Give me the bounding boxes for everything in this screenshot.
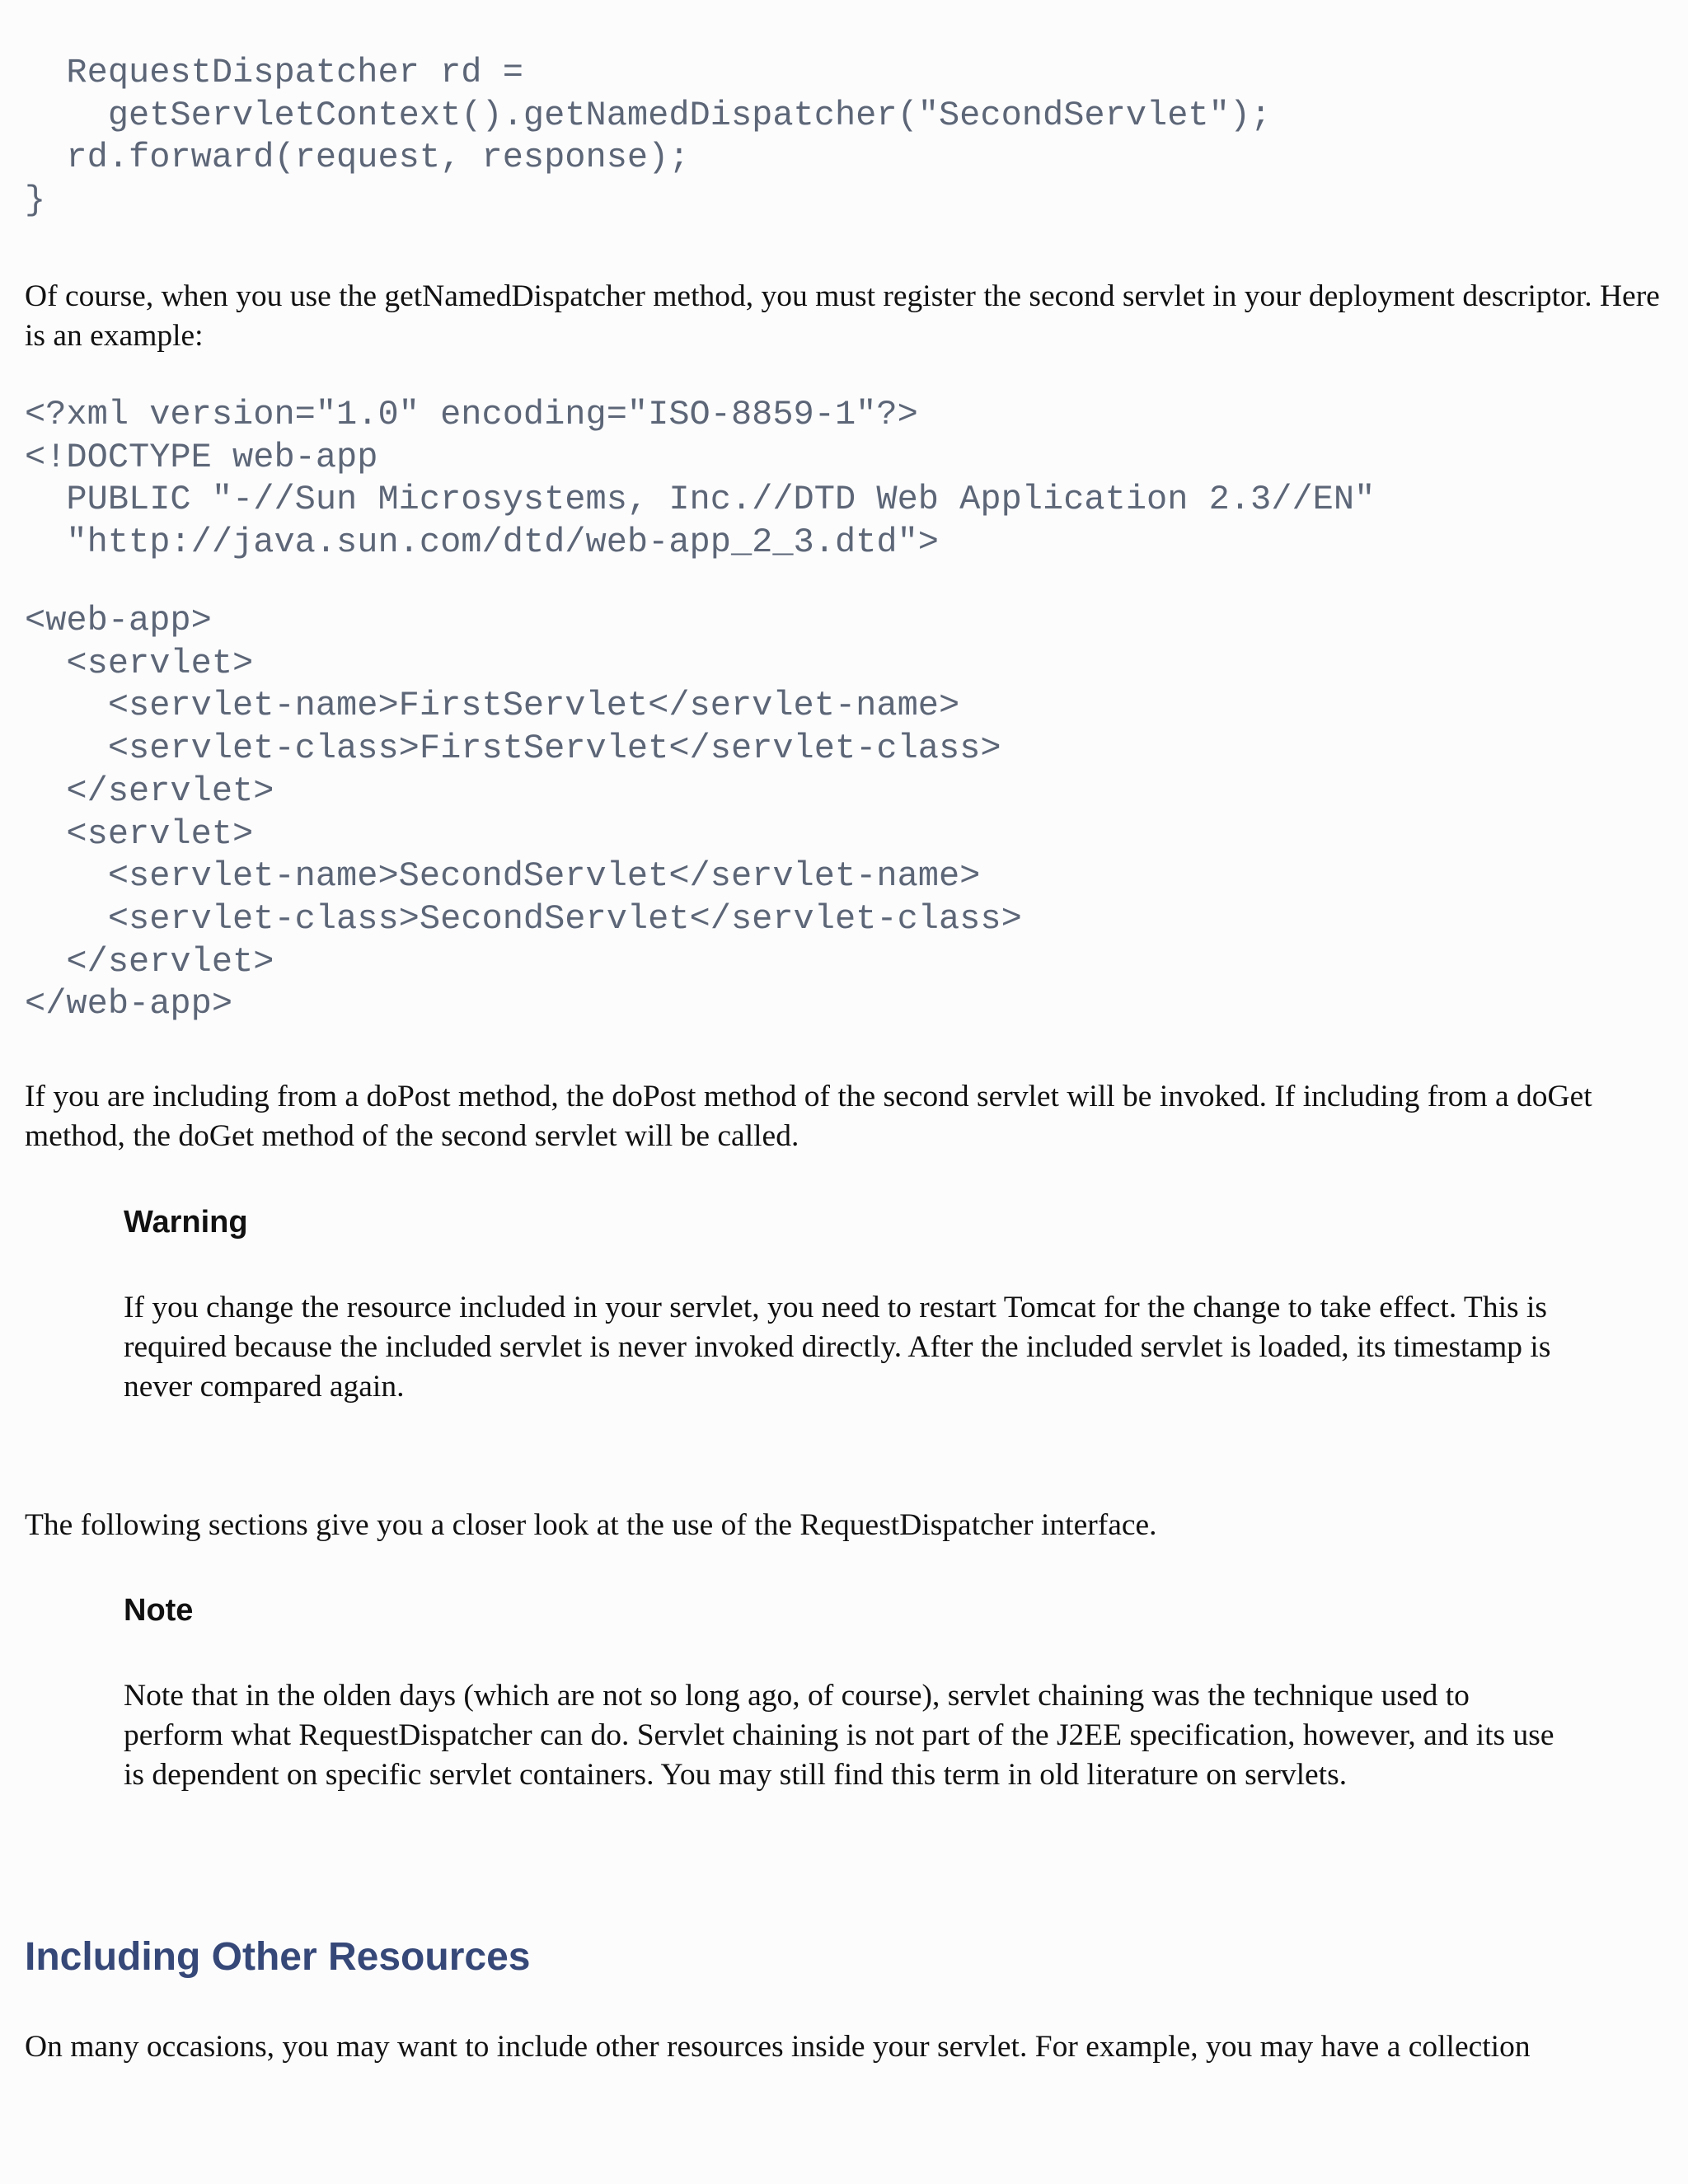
code-block-forward: RequestDispatcher rd = getServletContext().getNamedDispatcher("SecondServlet"); rd.forward(request, response); } bbox=[25, 53, 1272, 221]
paragraph-register-servlet: Of course, when you use the getNamedDispatcher method, you must register the second servlet in your deployment descriptor. Here is an example: bbox=[25, 279, 1660, 353]
paragraph-following-sections: The following sections give you a closer look at the use of the RequestDispatcher interface. bbox=[25, 1508, 1157, 1542]
warning-title: Warning bbox=[124, 1205, 248, 1240]
note-body: Note that in the olden days (which are not so long ago, of course), servlet chaining was the technique used to perform what RequestDispatcher can do. Servlet chaining is not part of the J2EE specification, however, and its use is dependent on specific servlet containers. You may still find this term in old literature on servlets. bbox=[124, 1679, 1554, 1792]
code-block-web-app: <web-app> <servlet> <servlet-name>FirstServlet</servlet-name> <servlet-class>FirstServlet</servlet-class> </servlet> <servlet> <servlet-name>SecondServlet</servlet-name> <servlet-class>SecondServlet</servlet-class> </servlet> </web-app> bbox=[25, 601, 1022, 1024]
note-title: Note bbox=[124, 1593, 194, 1628]
warning-body: If you change the resource included in your servlet, you need to restart Tomcat for the change to take effect. This is required because the included servlet is never invoked directly. After the included servlet is loaded, its timestamp is never compared again. bbox=[124, 1291, 1551, 1404]
paragraph-including-methods: If you are including from a doPost method, the doPost method of the second servlet will be invoked. If including from a doGet method, the doGet method of the second servlet will be called. bbox=[25, 1080, 1592, 1153]
section-heading: Including Other Resources bbox=[25, 1935, 531, 1979]
code-block-xml-header: <?xml version="1.0" encoding="ISO-8859-1"?> <!DOCTYPE web-app PUBLIC "-//Sun Microsystems, Inc.//DTD Web Application 2.3//EN" "http://java.sun.com/dtd/web-app_2_3.dtd"> bbox=[25, 395, 1376, 563]
paragraph-many-occasions: On many occasions, you may want to include other resources inside your servlet. For example, you may have a collection bbox=[25, 2030, 1531, 2064]
